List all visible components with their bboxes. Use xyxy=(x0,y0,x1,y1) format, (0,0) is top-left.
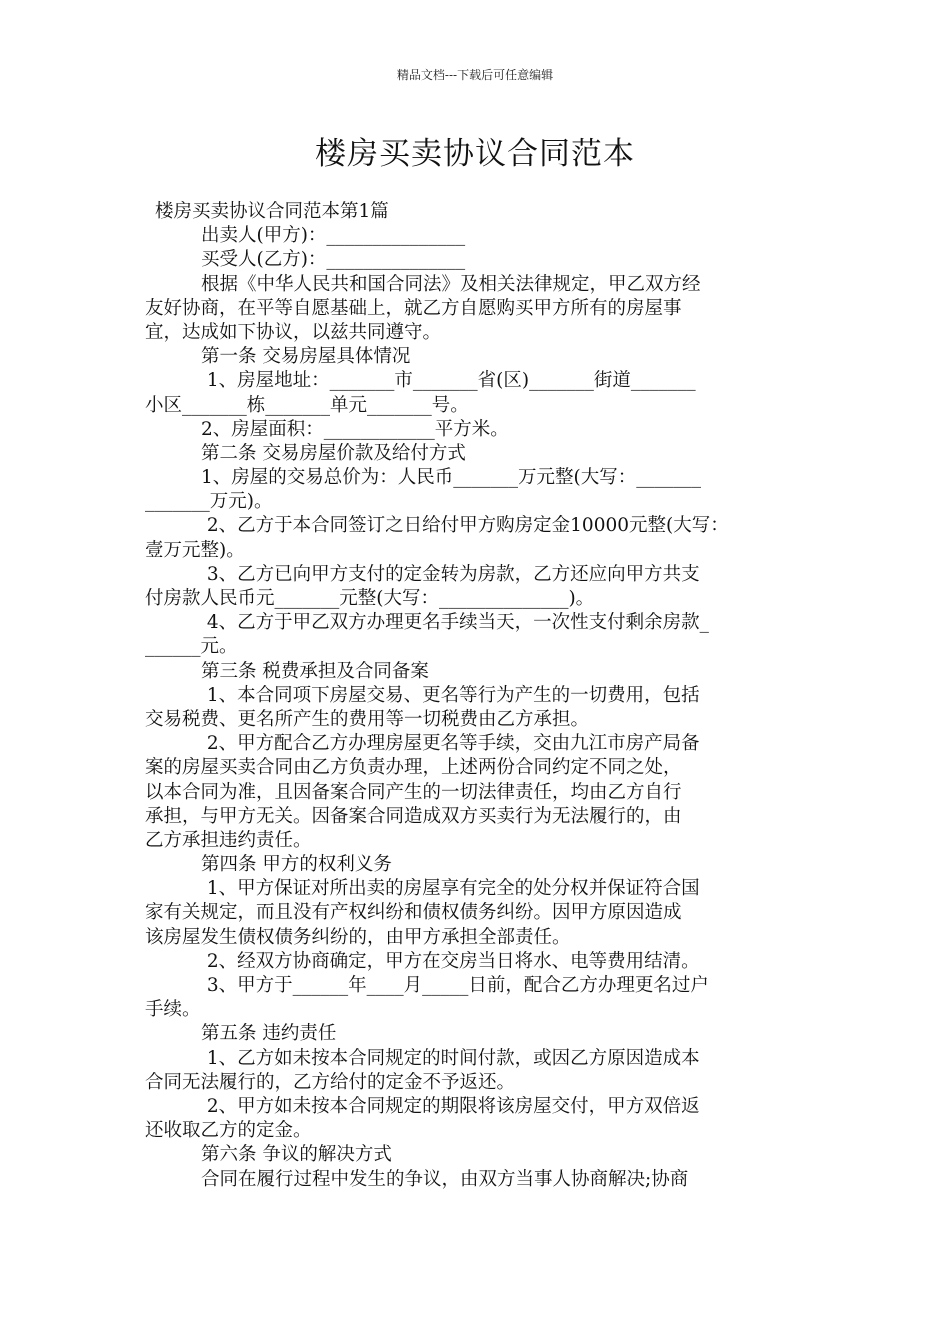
body-line: 以本合同为准，且因备案合同产生的一切法律责任，均由乙方自行 xyxy=(145,781,682,803)
body-line: 承担，与甲方无关。因备案合同造成双方买卖行为无法履行的，由 xyxy=(145,805,682,827)
body-line: 第四条 甲方的权利义务 xyxy=(201,854,392,876)
body-line: 第三条 税费承担及合同备案 xyxy=(201,660,429,682)
body-line: 合同在履行过程中发生的争议，由双方当事人协商解决;协商 xyxy=(201,1168,689,1190)
body-line: 合同无法履行的，乙方给付的定金不予返还。 xyxy=(145,1071,516,1093)
body-line: 第六条 争议的解决方式 xyxy=(201,1144,392,1166)
body-line: 楼房买卖协议合同范本第1篇 xyxy=(155,201,389,222)
document-body xyxy=(145,200,815,1192)
body-line: 该房屋发生债权债务纠纷的，由甲方承担全部责任。 xyxy=(145,926,571,948)
body-line: 2、房屋面积：____________平方米。 xyxy=(201,418,509,440)
body-line: _______万元)。 xyxy=(145,491,273,513)
body-line: 第二条 交易房屋价款及给付方式 xyxy=(201,442,466,464)
body-line: 3、甲方于______年____月_____日前，配合乙方办理更名过户 xyxy=(201,975,709,996)
body-line: 2、甲方配合乙方办理房屋更名等手续，交由九江市房产局备 xyxy=(201,733,700,755)
body-line: 小区_______栋_______单元_______号。 xyxy=(145,394,469,416)
body-line: 1、房屋地址：_______市_______省(区)_______街道_______ xyxy=(201,370,696,392)
body-line: 1、房屋的交易总价为：人民币_______万元整(大写：_______ xyxy=(201,467,701,489)
body-line: 壹万元整)。 xyxy=(145,539,245,561)
body-line: 第五条 违约责任 xyxy=(201,1023,337,1045)
body-line: 第一条 交易房屋具体情况 xyxy=(201,346,411,368)
body-line: 出卖人(甲方)：_______________ xyxy=(201,225,466,247)
body-line: 手续。 xyxy=(145,999,201,1021)
body-line: 2、乙方于本合同签订之日给付甲方购房定金10000元整(大写： xyxy=(201,515,729,537)
body-line: 宜，达成如下协议，以兹共同遵守。 xyxy=(145,321,442,343)
body-line: 1、本合同项下房屋交易、更名等行为产生的一切费用，包括 xyxy=(201,684,700,706)
body-line: 家有关规定，而且没有产权纠纷和债权债务纠纷。因甲方原因造成 xyxy=(145,902,682,924)
body-line: 买受人(乙方)：_______________ xyxy=(201,249,466,271)
body-line: 1、甲方保证对所出卖的房屋享有完全的处分权并保证符合国 xyxy=(201,878,700,900)
body-line: 2、甲方如未按本合同规定的期限将该房屋交付，甲方双倍返 xyxy=(201,1095,700,1117)
body-line: 2、经双方协商确定，甲方在交房当日将水、电等费用结清。 xyxy=(201,950,700,972)
body-line: ______元。 xyxy=(145,636,238,658)
body-line: 乙方承担违约责任。 xyxy=(145,829,312,851)
document-title: 楼房买卖协议合同范本 xyxy=(315,136,635,172)
body-line: 案的房屋买卖合同由乙方负责办理，上述两份合同约定不同之处， xyxy=(145,757,682,779)
body-line: 还收取乙方的定金。 xyxy=(145,1120,312,1142)
body-line: 4、乙方于甲乙双方办理更名手续当天，一次性支付剩余房款_ xyxy=(201,612,709,634)
body-line: 3、乙方已向甲方支付的定金转为房款，乙方还应向甲方共支 xyxy=(201,563,700,585)
body-line: 交易税费、更名所产生的费用等一切税费由乙方承担。 xyxy=(145,708,590,730)
body-line: 付房款人民币元_______元整(大写：______________)。 xyxy=(145,588,595,609)
header-note: 精品文档---下载后可任意编辑 xyxy=(396,68,554,82)
body-line: 1、乙方如未按本合同规定的时间付款，或因乙方原因造成本 xyxy=(201,1047,700,1069)
body-line: 友好协商，在平等自愿基础上，就乙方自愿购买甲方所有的房屋事 xyxy=(145,297,682,319)
body-line: 根据《中华人民共和国合同法》及相关法律规定，甲乙双方经 xyxy=(201,273,701,295)
